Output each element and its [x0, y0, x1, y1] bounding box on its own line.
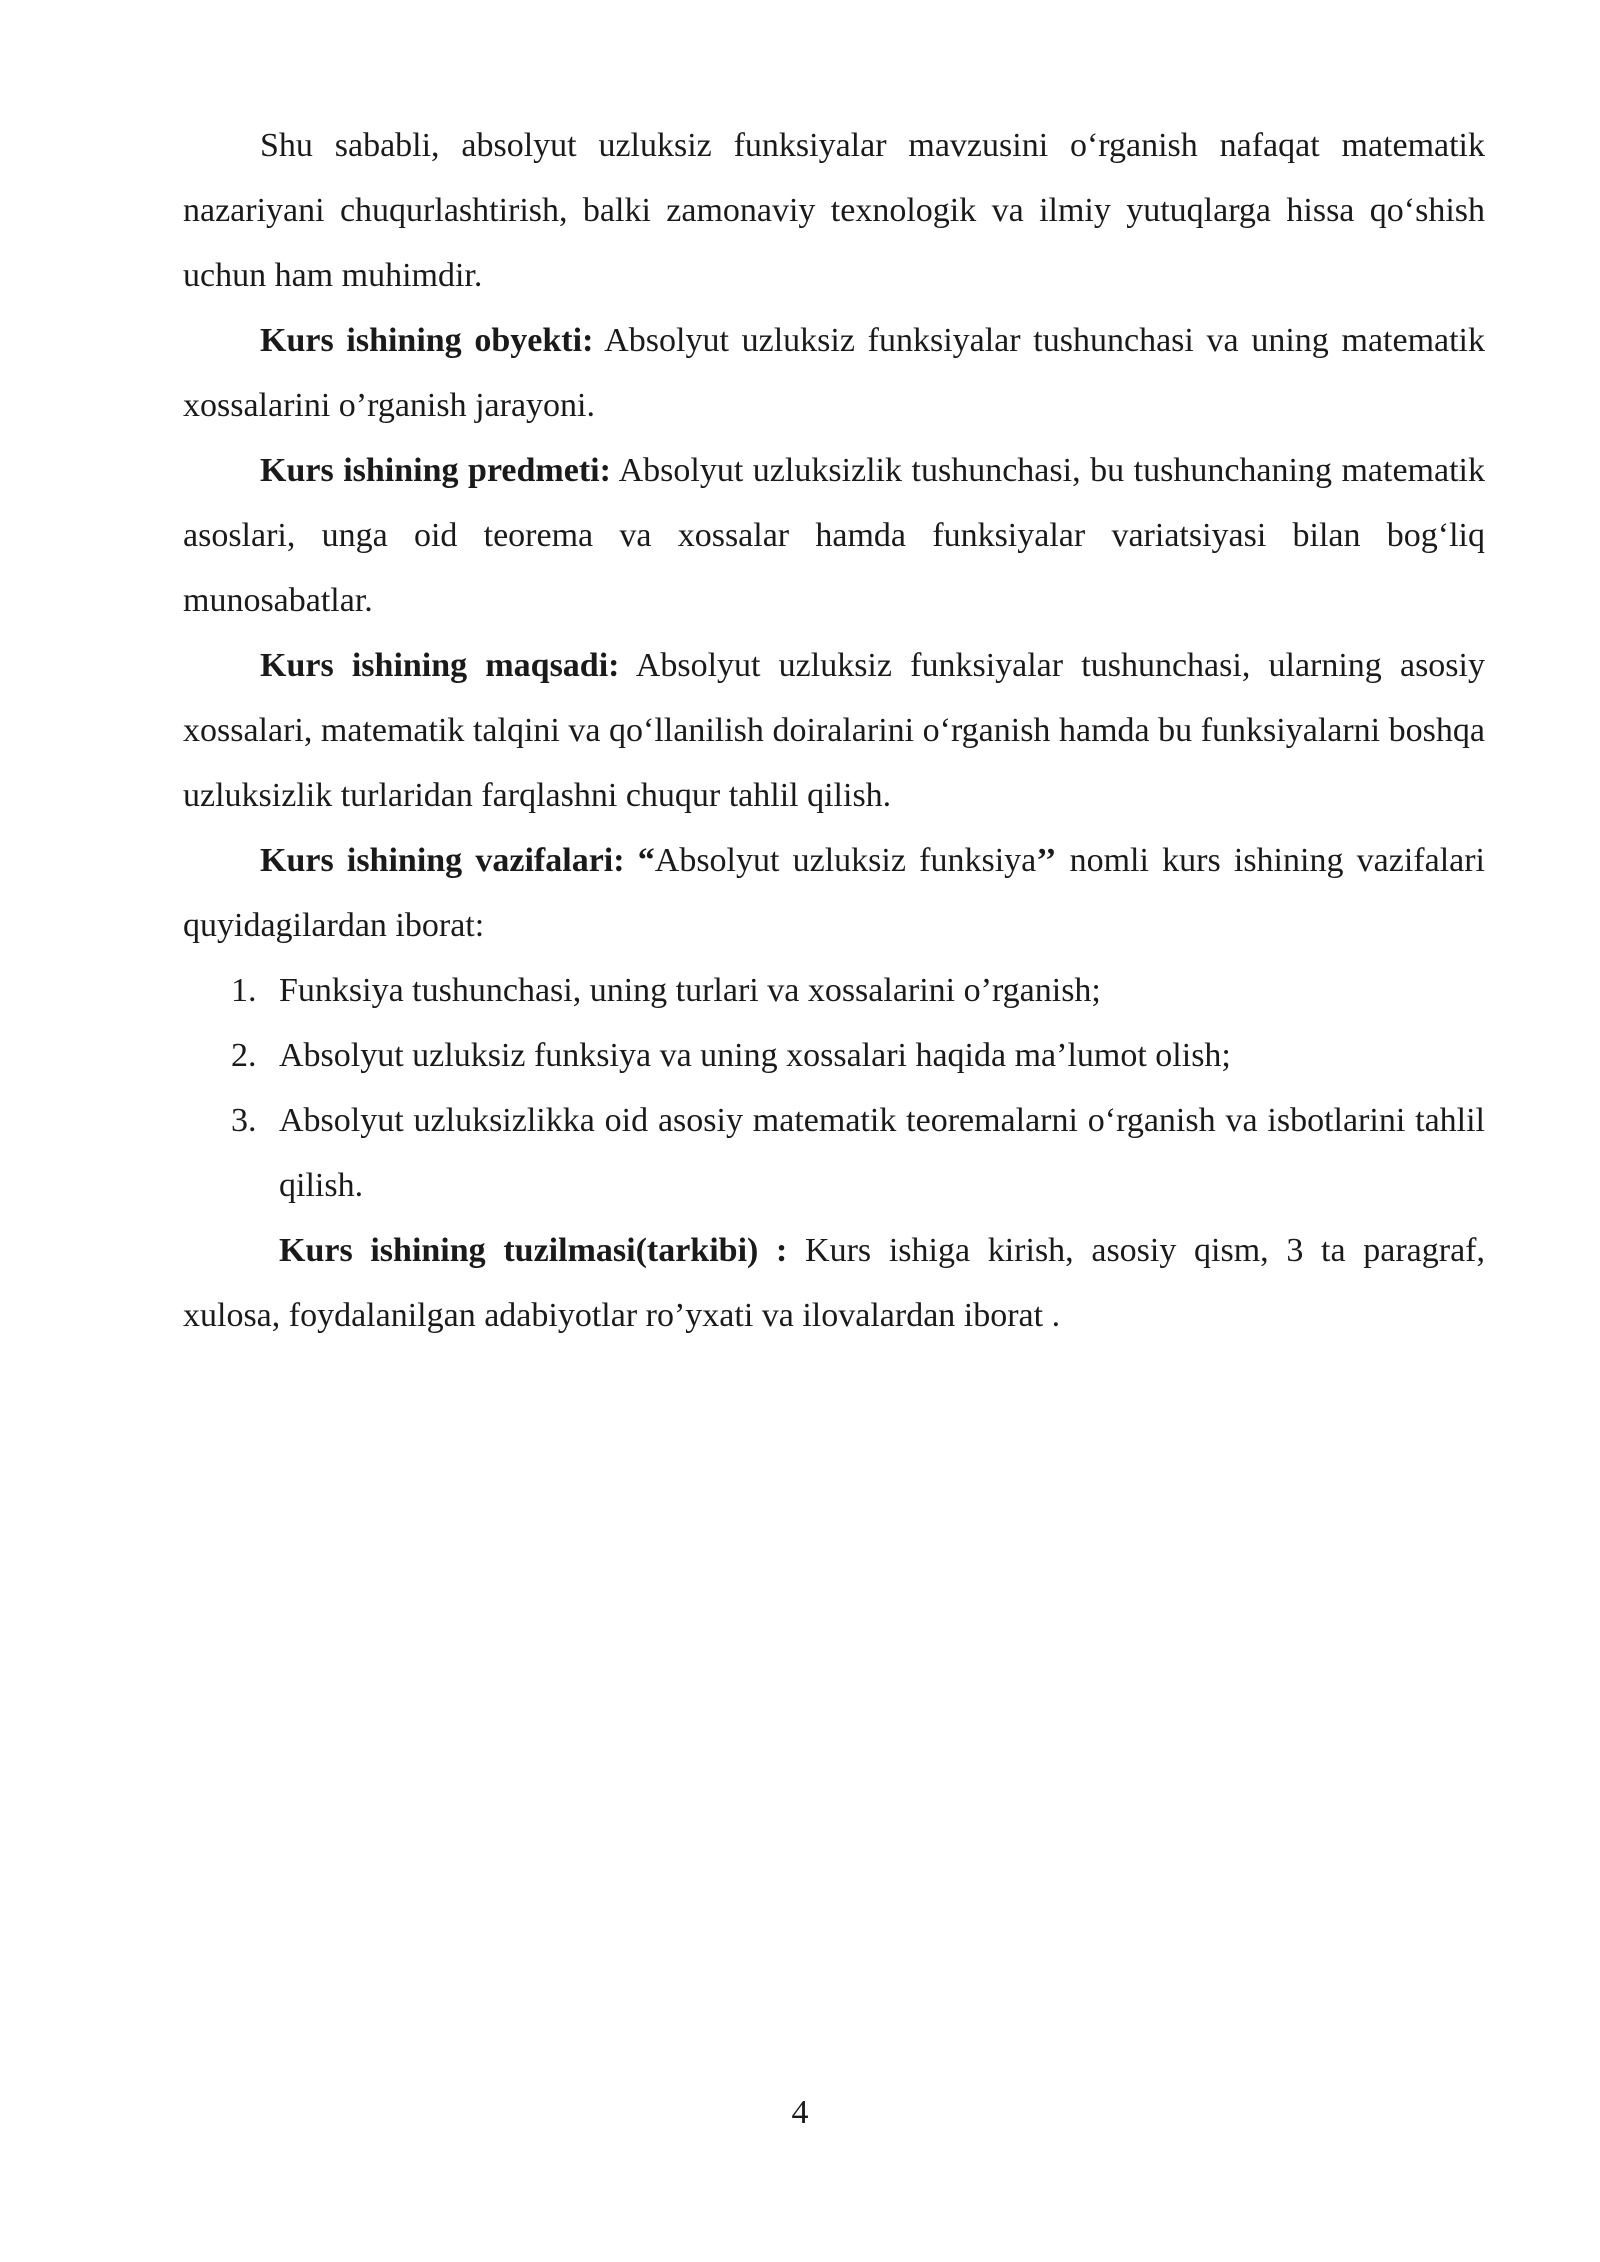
- goal-text: Absolyut uzluksiz funksiyalar tushunchasi, ularning asosiy xossalari, matematik talqini va qo‘llanilish doiralarini o‘rganish hamda bu funksiyalarni boshqa uzluksizlik turlaridan farqlashni chuqur tahlil qilish.: [183, 647, 1485, 814]
- object-label: Kurs ishining obyekti:: [260, 322, 594, 359]
- page-content: [183, 113, 1485, 1348]
- object-paragraph: [183, 308, 1485, 438]
- structure-paragraph: [183, 1218, 1485, 1348]
- tasks-quote-close: ’’: [1036, 842, 1057, 879]
- tasks-paragraph: [183, 828, 1485, 958]
- subject-label: Kurs ishining predmeti:: [260, 452, 611, 489]
- list-item-number: 1.: [231, 972, 257, 1009]
- tasks-label: Kurs ishining vazifalari: “: [260, 842, 655, 879]
- intro-paragraph: [183, 113, 1485, 308]
- subject-text: Absolyut uzluksizlik tushunchasi, bu tushunchaning matematik asoslari, unga oid teorema va xossalar hamda funksiyalar variatsiyasi bilan bog‘liq munosabatlar.: [183, 452, 1485, 619]
- list-item-number: 2.: [231, 1037, 257, 1074]
- list-item: [183, 1088, 1485, 1218]
- structure-label: Kurs ishining tuzilmasi(tarkibi) :: [279, 1232, 788, 1269]
- goal-label: Kurs ishining maqsadi:: [260, 647, 620, 684]
- tasks-list: [183, 958, 1485, 1218]
- list-item-text: Absolyut uzluksizlikka oid asosiy matematik teoremalarni o‘rganish va isbotlarini tahlil qilish.: [279, 1102, 1485, 1204]
- list-item: [183, 1023, 1485, 1088]
- subject-paragraph: [183, 438, 1485, 633]
- structure-text: Kurs ishiga kirish, asosiy qism, 3 ta paragraf, xulosa, foydalanilgan adabiyotlar ro’yxati va ilovalardan iborat .: [183, 1232, 1486, 1334]
- list-item-text: Absolyut uzluksiz funksiya va uning xossalari haqida ma’lumot olish;: [279, 1037, 1231, 1074]
- intro-text: Shu sababli, absolyut uzluksiz funksiyalar mavzusini o‘rganish nafaqat matematik nazariyani chuqurlashtirish, balki zamonaviy texnologik va ilmiy yutuqlarga hissa qo‘shish uchun ham muhimdir.: [183, 127, 1485, 294]
- goal-paragraph: [183, 633, 1485, 828]
- page-number: 4: [791, 2094, 809, 2131]
- object-text: Absolyut uzluksiz funksiyalar tushunchasi va uning matematik xossalarini o’rganish jarayoni.: [183, 322, 1486, 424]
- tasks-text-a: Absolyut uzluksiz funksiya: [654, 842, 1037, 879]
- list-item-text: Funksiya tushunchasi, uning turlari va xossalarini o’rganish;: [279, 972, 1101, 1009]
- tasks-text-b: nomli kurs ishining vazifalari quyidagilardan iborat:: [183, 842, 1486, 944]
- list-item: [183, 958, 1485, 1023]
- list-item-number: 3.: [231, 1102, 257, 1139]
